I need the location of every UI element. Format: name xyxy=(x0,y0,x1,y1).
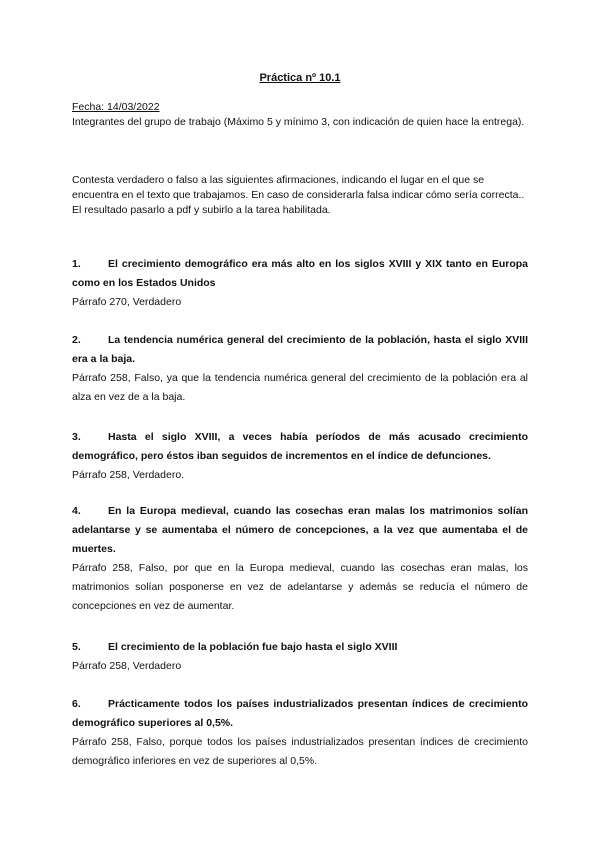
question-statement xyxy=(72,638,528,657)
question-number: 4. xyxy=(72,505,81,517)
question-text: El crecimiento demográfico era más alto en los siglos XVIII y XIX tanto en Europa como en los Estados Unidos xyxy=(72,258,528,289)
question-text: El crecimiento de la población fue bajo hasta el siglo XVIII xyxy=(108,641,398,653)
question-statement xyxy=(72,428,528,466)
question-item xyxy=(72,638,528,676)
question-answer: Párrafo 258, Falso, ya que la tendencia numérica general del crecimiento de la población era al alza en vez de a la baja. xyxy=(72,372,528,403)
question-number: 3. xyxy=(72,431,81,443)
question-statement xyxy=(72,255,528,293)
question-statement xyxy=(72,331,528,369)
group-members-line: Integrantes del grupo de trabajo (Máximo 5 y mínimo 3, con indicación de quien hace la entrega). xyxy=(72,116,525,128)
question-statement xyxy=(72,502,528,559)
question-number: 6. xyxy=(72,698,81,710)
date-line: Fecha: 14/03/2022 xyxy=(72,101,160,113)
question-number: 5. xyxy=(72,641,81,653)
question-item xyxy=(72,502,528,616)
page-title: Práctica nº 10.1 xyxy=(259,72,341,84)
question-answer: Párrafo 270, Verdadero xyxy=(72,296,182,308)
question-item xyxy=(72,695,528,771)
question-number: 2. xyxy=(72,334,81,346)
question-answer: Párrafo 258, Verdadero. xyxy=(72,469,185,481)
question-number: 1. xyxy=(72,258,81,270)
question-answer: Párrafo 258, Falso, porque todos los países industrializados presentan índices de crecimiento demográfico inferiores en vez de superiores al 0,5%. xyxy=(72,736,528,767)
question-statement xyxy=(72,695,528,733)
question-text: En la Europa medieval, cuando las cosechas eran malas los matrimonios solían adelantarse y se aumentaba el número de concepciones, a la vez que aumentaba el de muertes. xyxy=(72,505,528,555)
question-item xyxy=(72,331,528,407)
question-text: Prácticamente todos los países industrializados presentan índices de crecimiento demográfico superiores al 0,5%. xyxy=(72,698,528,729)
instructions-paragraph: Contesta verdadero o falso a las siguientes afirmaciones, indicando el lugar en el que se encuentra en el texto que trabajamos. En caso de considerarla falsa indicar cómo sería correcta.. El resultado pasarlo a pdf y subirlo a la tarea habilitada. xyxy=(72,174,525,216)
question-text: Hasta el siglo XVIII, a veces había períodos de más acusado crecimiento demográfico, pero éstos iban seguidos de incrementos en el índice de defunciones. xyxy=(72,431,528,462)
question-text: La tendencia numérica general del crecimiento de la población, hasta el siglo XVIII era a la baja. xyxy=(72,334,528,365)
question-item xyxy=(72,255,528,312)
question-item xyxy=(72,428,528,485)
question-answer: Párrafo 258, Verdadero xyxy=(72,660,182,672)
question-answer: Párrafo 258, Falso, por que en la Europa medieval, cuando las cosechas eran malas, los matrimonios solían posponerse en vez de adelantarse y además se reducía el número de concepciones en vez de aumentar. xyxy=(72,562,528,612)
